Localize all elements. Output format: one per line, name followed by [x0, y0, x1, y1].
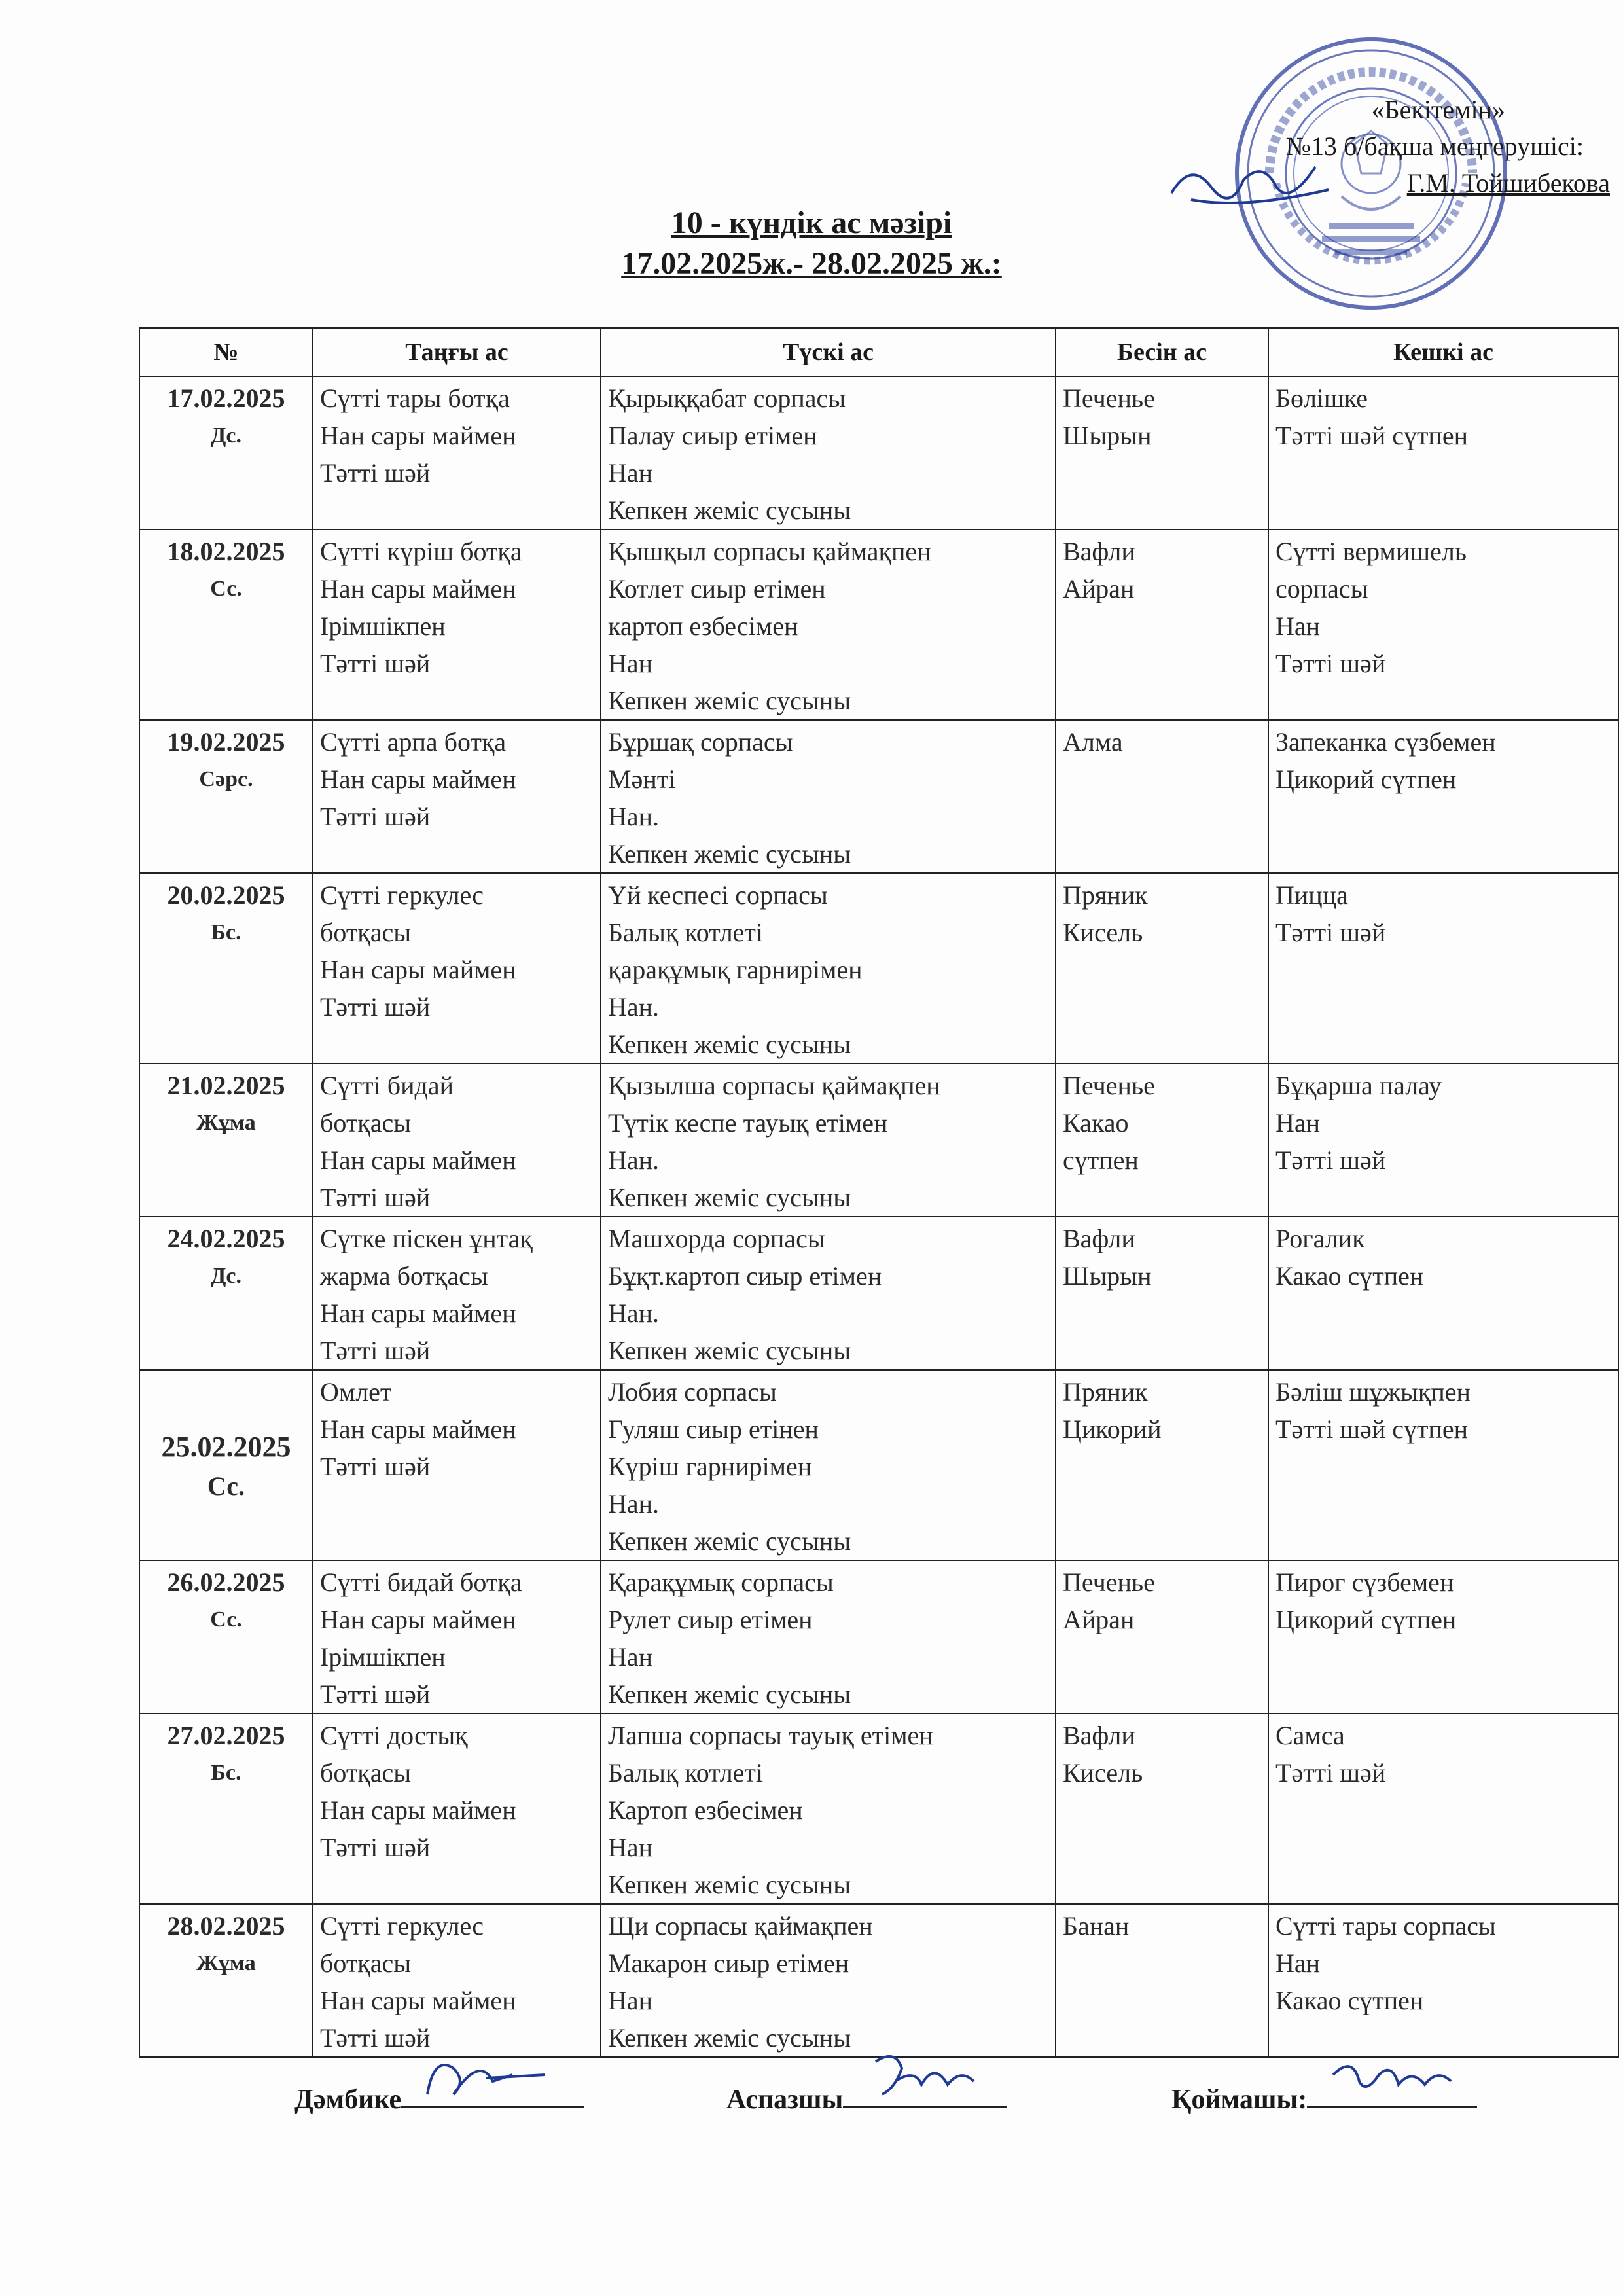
dinner-cell: [1268, 376, 1618, 529]
weekday: Бс.: [211, 1761, 241, 1785]
table-row: [139, 873, 1618, 1064]
date: 17.02.2025: [167, 384, 285, 413]
day-cell: [139, 720, 313, 873]
table-row: [139, 720, 1618, 873]
dinner-items: Сүтті тары сорпасы Нан Какао сүтпен: [1275, 1911, 1496, 2015]
date: 25.02.2025: [161, 1430, 291, 1463]
weekday: Сс.: [210, 577, 242, 601]
day-cell: [139, 1560, 313, 1713]
lunch-items: Қызылша сорпасы қаймақпен Түтік кеспе тауық етімен Нан. Кепкен жеміс сусыны: [608, 1071, 940, 1212]
title-period: 17.02.2025ж.- 28.02.2025 ж.:: [621, 246, 1002, 281]
day-cell: [139, 529, 313, 720]
snack-items: Вафли Шырын: [1063, 1224, 1152, 1291]
approval-heading: «Бекітемін»: [1371, 95, 1505, 124]
menu-table-body: [139, 376, 1618, 2057]
lunch-cell: [601, 1560, 1056, 1713]
lunch-items: Лобия сорпасы Гуляш сиыр етінен Күріш гарнирімен Нан. Кепкен жеміс сусыны: [608, 1377, 851, 1556]
breakfast-cell: [313, 1064, 601, 1217]
date: 18.02.2025: [167, 537, 285, 566]
snack-items: Пряник Кисель: [1063, 880, 1148, 947]
nurse-signature: [414, 2049, 571, 2108]
weekday: Жұма: [196, 1951, 256, 1975]
breakfast-cell: [313, 376, 601, 529]
nurse-label: Дәмбике: [294, 2085, 402, 2115]
breakfast-cell: [313, 873, 601, 1064]
cook-label: Аспазшы: [726, 2085, 844, 2115]
day-cell: [139, 1713, 313, 1904]
table-row: [139, 1064, 1618, 1217]
dinner-cell: [1268, 1064, 1618, 1217]
lunch-cell: [601, 1713, 1056, 1904]
dinner-cell: [1268, 1370, 1618, 1560]
breakfast-cell: [313, 720, 601, 873]
dinner-cell: [1268, 873, 1618, 1064]
weekday: Сс.: [207, 1471, 245, 1501]
snack-cell: [1056, 376, 1268, 529]
breakfast-cell: [313, 1217, 601, 1370]
snack-cell: [1056, 1064, 1268, 1217]
snack-cell: [1056, 529, 1268, 720]
breakfast-cell: [313, 529, 601, 720]
signatures-footer: [0, 2080, 1623, 2159]
dinner-cell: [1268, 529, 1618, 720]
lunch-items: Қырыққабат сорпасы Палау сиыр етімен Нан Кепкен жеміс сусыны: [608, 384, 851, 525]
breakfast-cell: [313, 1904, 601, 2057]
weekday: Дс.: [211, 1264, 241, 1288]
date: 28.02.2025: [167, 1911, 285, 1941]
snack-cell: [1056, 873, 1268, 1064]
page-title: [0, 203, 1623, 284]
breakfast-items: Сүтті бидай ботқа Нан сары маймен Ірімшікпен Тәтті шәй: [320, 1568, 522, 1709]
lunch-cell: [601, 873, 1056, 1064]
snack-items: Пряник Цикорий: [1063, 1377, 1162, 1444]
lunch-items: Қышқыл сорпасы қаймақпен Котлет сиыр етімен картоп езбесімен Нан Кепкен жеміс сусыны: [608, 537, 931, 715]
weekday: Сәрс.: [199, 767, 253, 791]
breakfast-cell: [313, 1713, 601, 1904]
breakfast-items: Сүтті геркулес ботқасы Нан сары маймен Тәтті шәй: [320, 880, 516, 1022]
table-row: [139, 1370, 1618, 1560]
snack-items: Печенье Айран: [1063, 1568, 1155, 1634]
nurse-signature-line: [294, 2080, 584, 2115]
table-row: [139, 529, 1618, 720]
table-row: [139, 1904, 1618, 2057]
header-number: №: [139, 328, 313, 376]
title-line-1: 10 - күндік ас мәзірі: [671, 206, 952, 240]
snack-cell: [1056, 1217, 1268, 1370]
breakfast-items: Сүтті арпа ботқа Нан сары маймен Тәтті шәй: [320, 727, 516, 831]
snack-cell: [1056, 1904, 1268, 2057]
dinner-items: Бөлішке Тәтті шәй сүтпен: [1275, 384, 1469, 450]
breakfast-items: Омлет Нан сары маймен Тәтті шәй: [320, 1377, 516, 1481]
dinner-items: Запеканка сүзбемен Цикорий сүтпен: [1275, 727, 1496, 794]
weekday: Жұма: [196, 1111, 256, 1135]
dinner-items: Самса Тәтті шәй: [1275, 1721, 1386, 1787]
lunch-cell: [601, 529, 1056, 720]
day-cell: [139, 376, 313, 529]
day-cell: [139, 1064, 313, 1217]
snack-items: Вафли Айран: [1063, 537, 1135, 603]
cook-signature-line: [726, 2080, 1007, 2115]
table-header-row: [139, 328, 1618, 376]
snack-items: Алма: [1063, 727, 1123, 757]
dinner-items: Бұқарша палау Нан Тәтті шәй: [1275, 1071, 1442, 1175]
lunch-cell: [601, 1370, 1056, 1560]
header-snack: Бесін ас: [1056, 328, 1268, 376]
weekday: Дс.: [211, 423, 241, 448]
dinner-cell: [1268, 1713, 1618, 1904]
table-row: [139, 1713, 1618, 1904]
snack-items: Печенье Шырын: [1063, 384, 1155, 450]
date: 21.02.2025: [167, 1071, 285, 1100]
dinner-items: Сүтті вермишель сорпасы Нан Тәтті шәй: [1275, 537, 1467, 678]
header-lunch: Түскі ас: [601, 328, 1056, 376]
lunch-items: Машхорда сорпасы Бұқт.картоп сиыр етімен Нан. Кепкен жеміс сусыны: [608, 1224, 882, 1365]
cook-signature: [856, 2049, 1013, 2108]
date: 19.02.2025: [167, 727, 285, 757]
header-dinner: Кешкі ас: [1268, 328, 1618, 376]
dinner-items: Пицца Тәтті шәй: [1275, 880, 1386, 947]
snack-cell: [1056, 1370, 1268, 1560]
dinner-cell: [1268, 1904, 1618, 2057]
storekeeper-signature: [1320, 2049, 1477, 2108]
breakfast-items: Сүтті тары ботқа Нан сары маймен Тәтті шәй: [320, 384, 516, 488]
breakfast-items: Сүтті достық ботқасы Нан сары маймен Тәтті шәй: [320, 1721, 516, 1862]
weekday: Сс.: [210, 1607, 242, 1632]
lunch-items: Бұршақ сорпасы Мәнті Нан. Кепкен жеміс сусыны: [608, 727, 851, 869]
approval-position: №13 б/бақша меңгерушісі:: [1285, 132, 1584, 161]
lunch-cell: [601, 376, 1056, 529]
lunch-items: Қарақұмық сорпасы Рулет сиыр етімен Нан Кепкен жеміс сусыны: [608, 1568, 851, 1709]
day-cell: [139, 1370, 313, 1560]
dinner-items: Пирог сүзбемен Цикорий сүтпен: [1275, 1568, 1457, 1634]
breakfast-items: Сүтті геркулес ботқасы Нан сары маймен Тәтті шәй: [320, 1911, 516, 2053]
date: 24.02.2025: [167, 1224, 285, 1253]
storekeeper-signature-line: [1171, 2080, 1477, 2115]
breakfast-items: Сүтті күріш ботқа Нан сары маймен Ірімшікпен Тәтті шәй: [320, 537, 522, 678]
approval-name: Г.М. Тойшибекова: [1406, 168, 1610, 198]
dinner-items: Рогалик Какао сүтпен: [1275, 1224, 1424, 1291]
breakfast-items: Сүтке піскен ұнтақ жарма ботқасы Нан сары маймен Тәтті шәй: [320, 1224, 533, 1365]
date: 20.02.2025: [167, 880, 285, 910]
date: 27.02.2025: [167, 1721, 285, 1750]
menu-table: [139, 327, 1619, 2058]
lunch-items: Үй кеспесі сорпасы Балық котлеті қарақұмық гарнирімен Нан. Кепкен жеміс сусыны: [608, 880, 863, 1059]
dinner-cell: [1268, 1217, 1618, 1370]
breakfast-cell: [313, 1370, 601, 1560]
day-cell: [139, 1217, 313, 1370]
table-row: [139, 1217, 1618, 1370]
breakfast-cell: [313, 1560, 601, 1713]
snack-cell: [1056, 720, 1268, 873]
table-row: [139, 376, 1618, 529]
snack-cell: [1056, 1713, 1268, 1904]
snack-cell: [1056, 1560, 1268, 1713]
header-breakfast: Таңғы ас: [313, 328, 601, 376]
table-row: [139, 1560, 1618, 1713]
lunch-cell: [601, 720, 1056, 873]
snack-items: Печенье Какао сүтпен: [1063, 1071, 1155, 1175]
day-cell: [139, 1904, 313, 2057]
snack-items: Банан: [1063, 1911, 1130, 1941]
breakfast-items: Сүтті бидай ботқасы Нан сары маймен Тәтті шәй: [320, 1071, 516, 1212]
lunch-items: Лапша сорпасы тауық етімен Балық котлеті Картоп езбесімен Нан Кепкен жеміс сусыны: [608, 1721, 933, 1899]
lunch-cell: [601, 1217, 1056, 1370]
snack-items: Вафли Кисель: [1063, 1721, 1143, 1787]
dinner-items: Бәліш шұжықпен Тәтті шәй сүтпен: [1275, 1377, 1471, 1444]
lunch-cell: [601, 1064, 1056, 1217]
weekday: Бс.: [211, 920, 241, 944]
day-cell: [139, 873, 313, 1064]
lunch-items: Щи сорпасы қаймақпен Макарон сиыр етімен Нан Кепкен жеміс сусыны: [608, 1911, 873, 2053]
date: 26.02.2025: [167, 1568, 285, 1597]
storekeeper-label: Қоймашы:: [1171, 2085, 1308, 2115]
dinner-cell: [1268, 1560, 1618, 1713]
lunch-cell: [601, 1904, 1056, 2057]
dinner-cell: [1268, 720, 1618, 873]
